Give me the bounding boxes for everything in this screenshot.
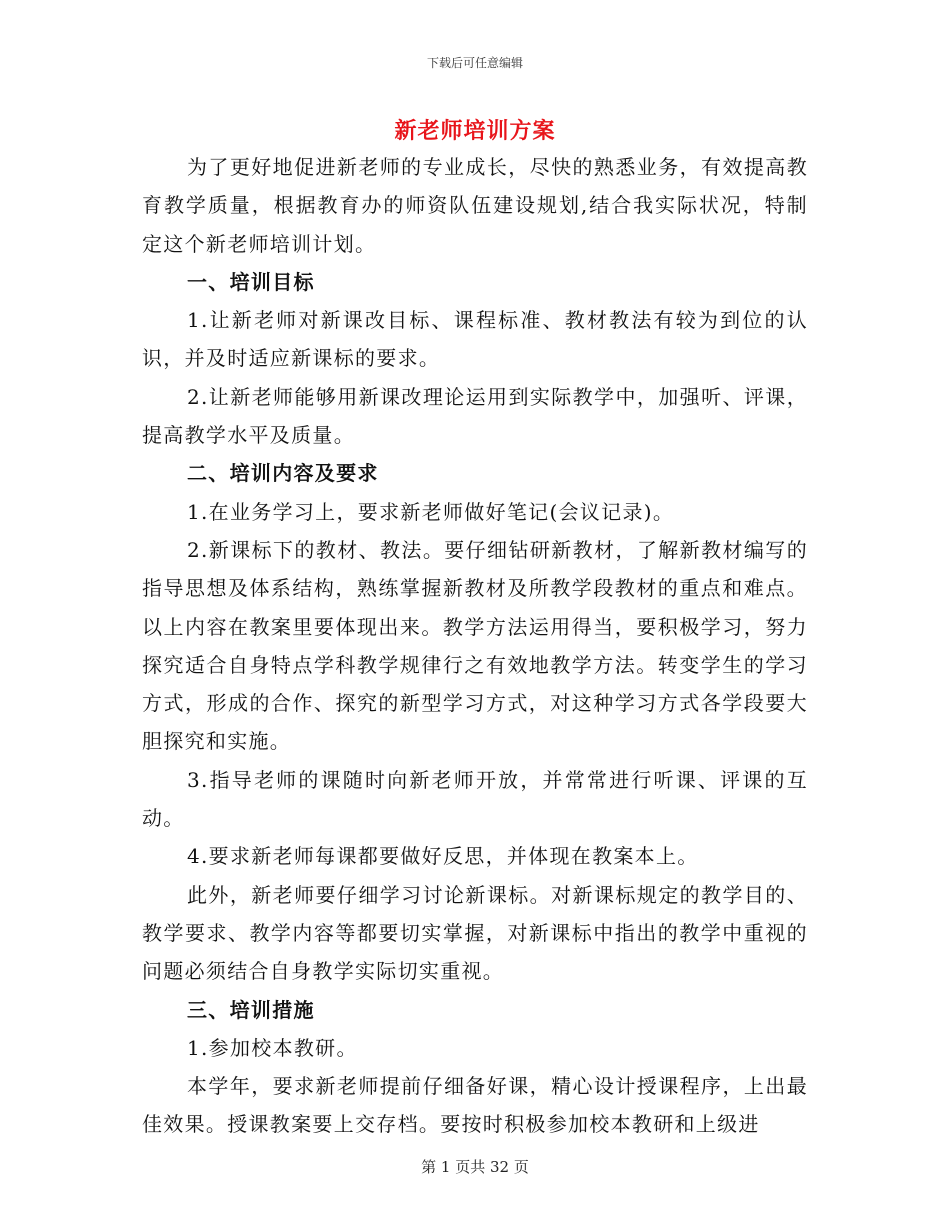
content-item-1: 1.在业务学习上，要求新老师做好笔记(会议记录)。 [187,499,675,524]
content-item-2: 2.新课标下的教材、教法。要仔细钻研新教材，了解新教材编写的指导思想及体系结构，熟练掌握新教材及所教学段教材的重点和难点。以上内容在教案里要体现出来。教学方法运用得当，要积极学习，努力探究适合自身特点学科教学规律行之有效地教学方法。转变学生的学习方式，形成的合作、探究的新型学习方式，对这种学习方式各学段要大胆探究和实施。 [142,537,808,754]
page-footer: 第 1 页共 32 页 [421,1158,529,1176]
content-item-4: 4.要求新老师每课都要做好反思，并体现在教案本上。 [187,844,699,869]
header-note: 下载后可任意编辑 [426,56,523,70]
section-heading-content: 二、培训内容及要求 [187,461,379,486]
document-body [142,148,808,1144]
section-heading-goals: 一、培训目标 [187,269,315,294]
document-title: 新老师培训方案 [394,118,556,144]
additional-paragraph: 此外，新老师要仔细学习讨论新课标。对新课标规定的教学目的、教学要求、教学内容等都要切实掌握，对新课标中指出的教学中重视的问题必须结合自身教学实际切实重视。 [142,882,808,984]
measure-paragraph: 本学年，要求新老师提前仔细备好课，精心设计授课程序，上出最佳效果。授课教案要上交存档。要按时积极参加校本教研和上级进 [142,1074,808,1137]
goal-item-1: 1.让新老师对新课改目标、课程标准、教材教法有较为到位的认识，并及时适应新课标的要求。 [142,308,808,371]
section-heading-measures: 三、培训措施 [187,997,315,1022]
goal-item-2: 2.让新老师能够用新课改理论运用到实际教学中，加强听、评课，提高教学水平及质量。 [142,384,808,448]
measure-item-1: 1.参加校本教研。 [187,1035,358,1060]
intro-paragraph: 为了更好地促进新老师的专业成长，尽快的熟悉业务，有效提高教育教学质量，根据教育办的师资队伍建设规划,结合我实际状况，特制定这个新老师培训计划。 [142,155,808,256]
content-item-3: 3.指导老师的课随时向新老师开放，并常常进行听课、评课的互动。 [142,767,808,831]
